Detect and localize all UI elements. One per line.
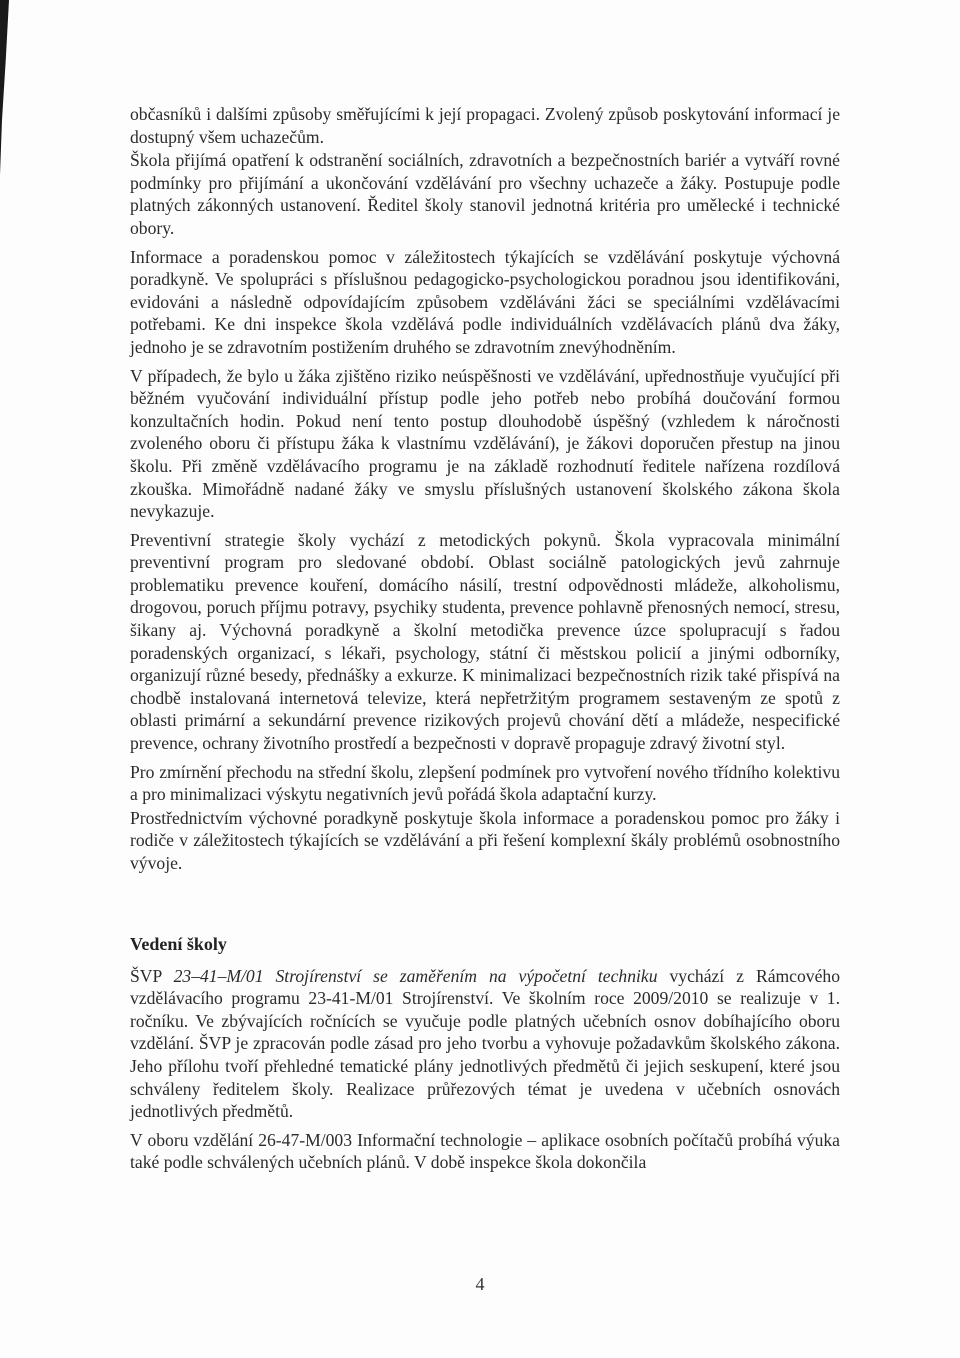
scan-edge-mark [0, 0, 22, 175]
paragraph-svp [130, 965, 840, 1123]
paragraph-promotion: občasníků i dalšími způsoby směřujícími k její propagaci. Zvolený způsob poskytování informací je dostupný všem uchazečům. [130, 104, 840, 147]
paragraph-barriers: Škola přijímá opatření k odstranění sociálních, zdravotních a bezpečnostních bariér a vytváří rovné podmínky pro přijímání a ukončování vzdělávání pro všechny uchazeče a žáky. Postupuje podle platných zákonných ustanovení. Ředitel školy stanovil jednotná kritéria pro umělecké i technické obory. [130, 150, 840, 238]
paragraph-failure-risk: V případech, že bylo u žáka zjištěno riziko neúspěšnosti ve vzdělávání, upřednostňuje vyučující při běžném vyučování individuální přístup podle jeho potřeb nebo probíhá doučování formou konzultačních hodin. Pokud není tento postup dlouhodobě úspěšný (vzhledem k náročnosti zvoleného oboru či přístupu žáka k vlastnímu vzdělávání), je žákovi doporučen přestup na jinou školu. Při změně vzdělávacího programu je na základě rozhodnutí ředitele nařízena rozdílová zkouška. Mimořádně nadané žáky ve smyslu příslušných ustanovení školského zákona škola nevykazuje. [130, 365, 840, 522]
paragraph-counseling: Informace a poradenskou pomoc v záležitostech týkajících se vzdělávání poskytuje výchovná poradkyně. Ve spolupráci s příslušnou pedagogicko-psychologickou poradnou jsou identifikováni, evidováni a následně odpovídajícím způsobem vzděláváni žáci se speciálními vzdělávacími potřebami. Ke dni inspekce škola vzdělává podle individuálních vzdělávacích plánů dva žáky, jednoho je se zdravotním postižením druhého se zdravotním znevýhodněním. [130, 246, 840, 357]
paragraph-it-program: V oboru vzdělání 26-47-M/003 Informační technologie – aplikace osobních počítačů probíhá výuka také podle schválených učebních plánů. V době inspekce škola dokončila [130, 1129, 840, 1173]
paragraph-prevention: Preventivní strategie školy vychází z metodických pokynů. Škola vypracovala minimální preventivní program pro sledované období. Oblast sociálně patologických jevů zahrnuje problematiku prevence kouření, domácího násilí, trestní odpovědnosti mládeže, alkoholismu, drogovou, poruch příjmu potravy, psychiky studenta, prevence pohlavně přenosných nemocí, stresu, šikany aj. Výchovná poradkyně a školní metodička prevence úzce spolupracují s řadou poradenských organizací, s lékaři, psychology, státní či městskou policií a jinými odborníky, organizují různé besedy, přednášky a exkurze. K minimalizaci bezpečnostních rizik také přispívá na chodbě instalovaná internetová televize, která nepřetržitým programem sestaveným ze spotů z oblasti primární a sekundární prevence rizikových projevů chování dětí a mládeže, nespecifické prevence, ochrany životního prostředí a bezpečnosti v dopravě propaguje zdravý životní styl. [130, 529, 840, 754]
paragraph-guidance: Prostřednictvím výchovné poradkyně poskytuje škola informace a poradenskou pomoc pro žáky i rodiče v záležitostech týkajících se vzdělávání a při řešení komplexní škály problémů osobnostního vývoje. [130, 807, 840, 873]
body-text [130, 103, 840, 1180]
svp-description: vychází z Rámcového vzdělávacího programu 23-41-M/01 Strojírenství. Ve školním roce 2009/2010 se realizuje v 1. ročníku. Ve zbývajících ročnících se vyučuje podle platných učebních osnov dobíhajícího oboru vzdělání. ŠVP je zpracován podle zásad pro jeho tvorbu a vyhovuje požadavkům školského zákona. Jeho přílohu tvoří přehledné tematické plány jednotlivých předmětů či jejich seskupení, které jsou schváleny ředitelem školy. Realizace průřezových témat je uvedena v učebních osnovách jednotlivých předmětů. [130, 965, 840, 1122]
svp-prefix: ŠVP [130, 965, 174, 986]
paragraph-adaptation: Pro zmírnění přechodu na střední školu, zlepšení podmínek pro vytvoření nového třídního kolektivu a pro minimalizaci výskytu negativních jevů pořádá škola adaptační kurzy. [130, 761, 840, 805]
page-number: 4 [475, 1274, 485, 1294]
section-heading-vedeni-skoly: Vedení školy [130, 933, 227, 954]
svp-program-title: 23–41–M/01 Strojírenství se zaměřením na výpočetní techniku [173, 965, 658, 986]
